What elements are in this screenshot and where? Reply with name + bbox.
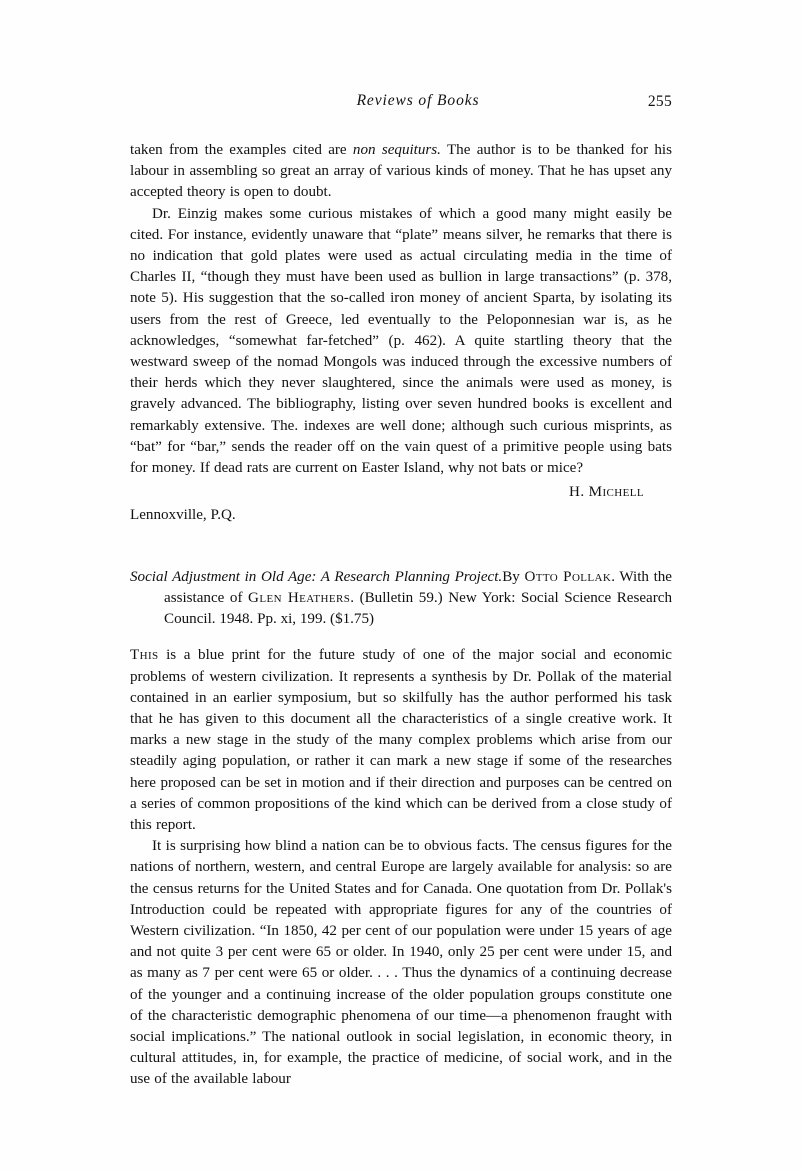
review-body-pollak xyxy=(130,645,672,1090)
book-assistant-name: Glen Heathers xyxy=(248,589,351,606)
latin-phrase-non-sequiturs: non sequiturs. xyxy=(352,142,441,158)
citation-publication-details: . (Bulletin 59.) New York: Social Science Research Council. 1948. Pp. xi, 199. ($1.75) xyxy=(164,589,673,628)
paragraph-einzig-critique: Dr. Einzig makes some curious mistakes of which a good many might easily be cited. For instance, evidently unaware that “plate” means silver, he remarks that there is no indication that gold plates were used as actual circulating media in the time of Charles II, “though they must have been used as bullion in large transactions” (p. 378, note 5). His suggestion that the so-called iron money of ancient Sparta, by isolating its users from the rest of Greece, led eventually to the Peloponnesian war is, as he acknowledges, “somewhat far-fetched” (p. 462). A quite startling theory that the westward sweep of the nomad Mongols was induced through the excessive numbers of their herds which they never slaughtered, since the animals were used as money, is gravely advanced. The bibliography, listing over seven hundred books is excellent and remarkably extensive. The. indexes are well done; although such curious misprints, as “bat” for “bar,” sends the reader off on the vain quest of a primitive people using bats for money. If dead rats are current on Easter Island, why not bats or mice? xyxy=(130,205,672,477)
book-citation-header xyxy=(130,567,672,631)
book-author-name: Otto Pollak xyxy=(524,568,612,585)
citation-author-punctuation: . xyxy=(611,568,616,585)
page-content-column xyxy=(130,0,672,1091)
reviewer-name: H. Michell xyxy=(569,484,644,501)
paragraph-census-figures: It is surprising how blind a nation can be to obvious facts. The census figures for the nations of northern, western, and central Europe are largely available for analysis: so are the census returns for the United States and for Canada. One quotation from Dr. Pollak's Introduction could be repeated with appropriate figures for any of the countries of Western civilization. “In 1850, 42 per cent of our population were under 15 years of age and not quite 3 per cent were 65 or older. In 1940, only 25 per cent were under 15, and as many as 7 per cent were 65 or older. . . . Thus the dynamics of a continuing decrease of the younger and a continuing increase of the older population groups constitute one of the characteristic demographic phenomena of our time—a phenomenon fraught with social implications.” The national outlook in social legislation, in economic theory, in cultural attitudes, in, for example, the practice of medicine, of social work, and in the use of the available labour xyxy=(130,838,672,1088)
running-head xyxy=(130,92,672,126)
reviewer-signature xyxy=(130,482,672,503)
citation-assistance-lead: With the assistance of xyxy=(164,568,673,606)
paragraph-pollak-overview-text: is a blue print for the future study of one of the major social and economic problems of western civilization. It represents a synthesis by Dr. Pollak of the material contained in an earlier symposium, but so skilfully has the author performed his task that he has given to this document all the characteristics of a single creative work. It marks a new stage in the study of the many complex problems which arise from our steadily aging population, or rather it can mark a new stage if some of the researches here proposed can be set in motion and if their direction and purposes can be centred on a series of common propositions of the kind which can be derived from a close study of this report. xyxy=(130,647,672,833)
paragraph-text-tail: The author is to be thanked for his labour in assembling so great an array of various kinds of money. That he has upset any accepted theory is open to doubt. xyxy=(130,142,672,201)
paragraph-continuation xyxy=(130,140,672,204)
reviewer-location: Lennoxville, P.Q. xyxy=(130,507,236,524)
review-article-pollak xyxy=(130,567,672,1091)
paragraph-text-lead: taken from the examples cited are xyxy=(130,142,353,158)
review-article-einzig xyxy=(130,140,672,527)
running-head-title: Reviews of Books xyxy=(356,92,480,109)
citation-by-label: By xyxy=(502,568,525,585)
page-number: 255 xyxy=(647,93,672,110)
book-title: Social Adjustment in Old Age: A Research Planning Project. xyxy=(130,568,503,585)
paragraph-pollak-overview xyxy=(130,645,672,836)
opening-words-small-caps: This xyxy=(130,647,159,664)
